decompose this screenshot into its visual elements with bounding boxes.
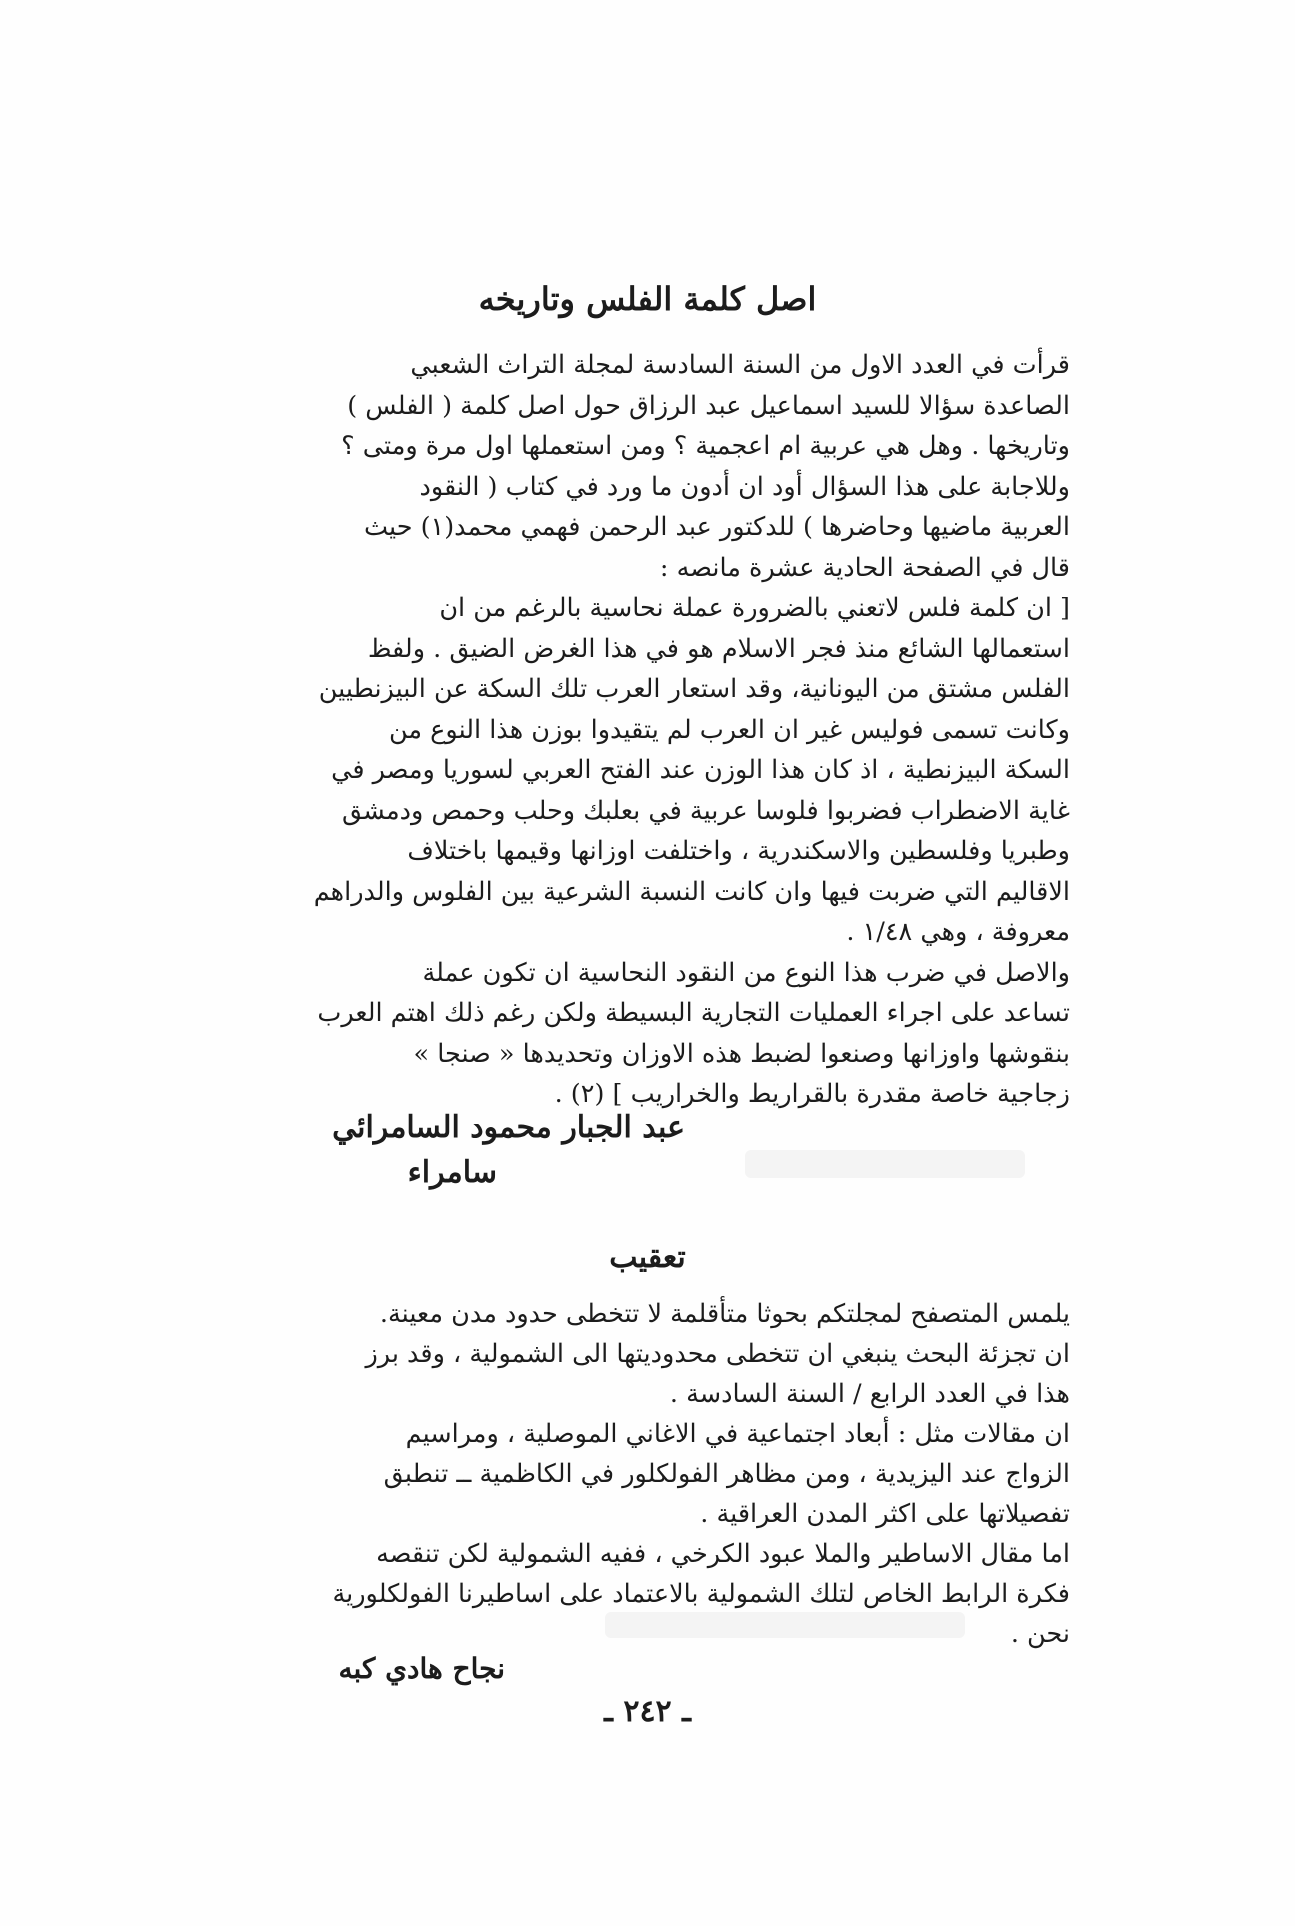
article-line: الفلس مشتق من اليونانية، وقد استعار العرب تلك السكة عن البيزنطيين <box>318 674 1070 704</box>
commentary-line: تفصيلاتها على اكثر المدن العراقية . <box>700 1499 1070 1529</box>
article-line: وكانت تسمى فوليس غير ان العرب لم يتقيدوا بوزن هذا النوع من <box>389 714 1070 745</box>
article-line: تساعد على اجراء العمليات التجارية البسيطة ولكن رغم ذلك اهتم العرب <box>317 998 1070 1028</box>
commentary-line: يلمس المتصفح لمجلتكم بحوثا متأقلمة لا تتخطى حدود مدن معينة. <box>379 1299 1070 1329</box>
commentary-line: اما مقال الاساطير والملا عبود الكرخي ، ففيه الشمولية لكن تنقصه <box>376 1539 1070 1569</box>
commentary-line: الزواج عند اليزيدية ، ومن مظاهر الفولكلور في الكاظمية ــ تنطبق <box>383 1459 1070 1489</box>
article-body <box>225 345 1070 1115</box>
article-line: بنقوشها واوزانها وصنعوا لضبط هذه الاوزان وتحديدها « صنجا » <box>413 1038 1070 1069</box>
article-place: سامراء <box>407 1155 497 1190</box>
article-line: الصاعدة سؤالا للسيد اسماعيل عبد الرزاق حول اصل كلمة ( الفلس ) <box>347 390 1070 421</box>
article-line: زجاجية خاصة مقدرة بالقراريط والخراريب ] (٢) . <box>554 1079 1070 1109</box>
article-line: [ ان كلمة فلس لاتعني بالضرورة عملة نحاسية بالرغم من ان <box>439 593 1070 623</box>
article-author: عبد الجبار محمود السامرائي <box>332 1110 685 1145</box>
article-line: الاقاليم التي ضربت فيها وان كانت النسبة الشرعية بين الفلوس والدراهم <box>313 876 1070 907</box>
scan-smudge <box>745 1150 1025 1178</box>
article-line: السكة البيزنطية ، اذ كان هذا الوزن عند الفتح العربي لسوريا ومصر في <box>331 755 1070 785</box>
article-line: وطبريا وفلسطين والاسكندرية ، واختلفت اوزانها وقيمها باختلاف <box>407 836 1070 866</box>
article-line: وللاجابة على هذا السؤال أود ان أدون ما ورد في كتاب ( النقود <box>419 471 1070 502</box>
article-line: قال في الصفحة الحادية عشرة مانصه : <box>659 552 1070 583</box>
page-number: ـ ٢٤٢ ـ <box>604 1694 691 1729</box>
commentary-line: ان مقالات مثل : أبعاد اجتماعية في الاغاني الموصلية ، ومراسيم <box>405 1419 1070 1449</box>
commentary-heading: تعقيب <box>609 1240 686 1275</box>
article-line: قرأت في العدد الاول من السنة السادسة لمجلة التراث الشعبي <box>410 350 1070 380</box>
article-line: وتاريخها . وهل هي عربية ام اعجمية ؟ ومن استعملها اول مرة ومتى ؟ <box>341 431 1070 461</box>
commentary-body <box>225 1294 1070 1654</box>
article-title: اصل كلمة الفلس وتاريخه <box>478 280 817 318</box>
article-line: والاصل في ضرب هذا النوع من النقود النحاسية ان تكون عملة <box>422 957 1070 988</box>
commentary-line: ان تجزئة البحث ينبغي ان تتخطى محدوديتها الى الشمولية ، وقد برز <box>365 1339 1070 1369</box>
article-line: استعمالها الشائع منذ فجر الاسلام هو في هذا الغرض الضيق . ولفظ <box>367 633 1070 664</box>
article-line: غاية الاضطراب فضربوا فلوسا عربية في بعلبك وحلب وحمص ودمشق <box>341 795 1070 826</box>
commentary-line: فكرة الرابط الخاص لتلك الشمولية بالاعتماد على اساطيرنا الفولكلورية <box>332 1579 1070 1609</box>
commentary-author: نجاح هادي كبه <box>338 1652 505 1685</box>
commentary-line: هذا في العدد الرابع / السنة السادسة . <box>669 1379 1070 1409</box>
article-line: العربية ماضيها وحاضرها ) للدكتور عبد الرحمن فهمي محمد(١) حيث <box>363 512 1070 542</box>
commentary-line: نحن . <box>1010 1619 1070 1649</box>
article-line: معروفة ، وهي ١/٤٨ . <box>846 917 1070 947</box>
